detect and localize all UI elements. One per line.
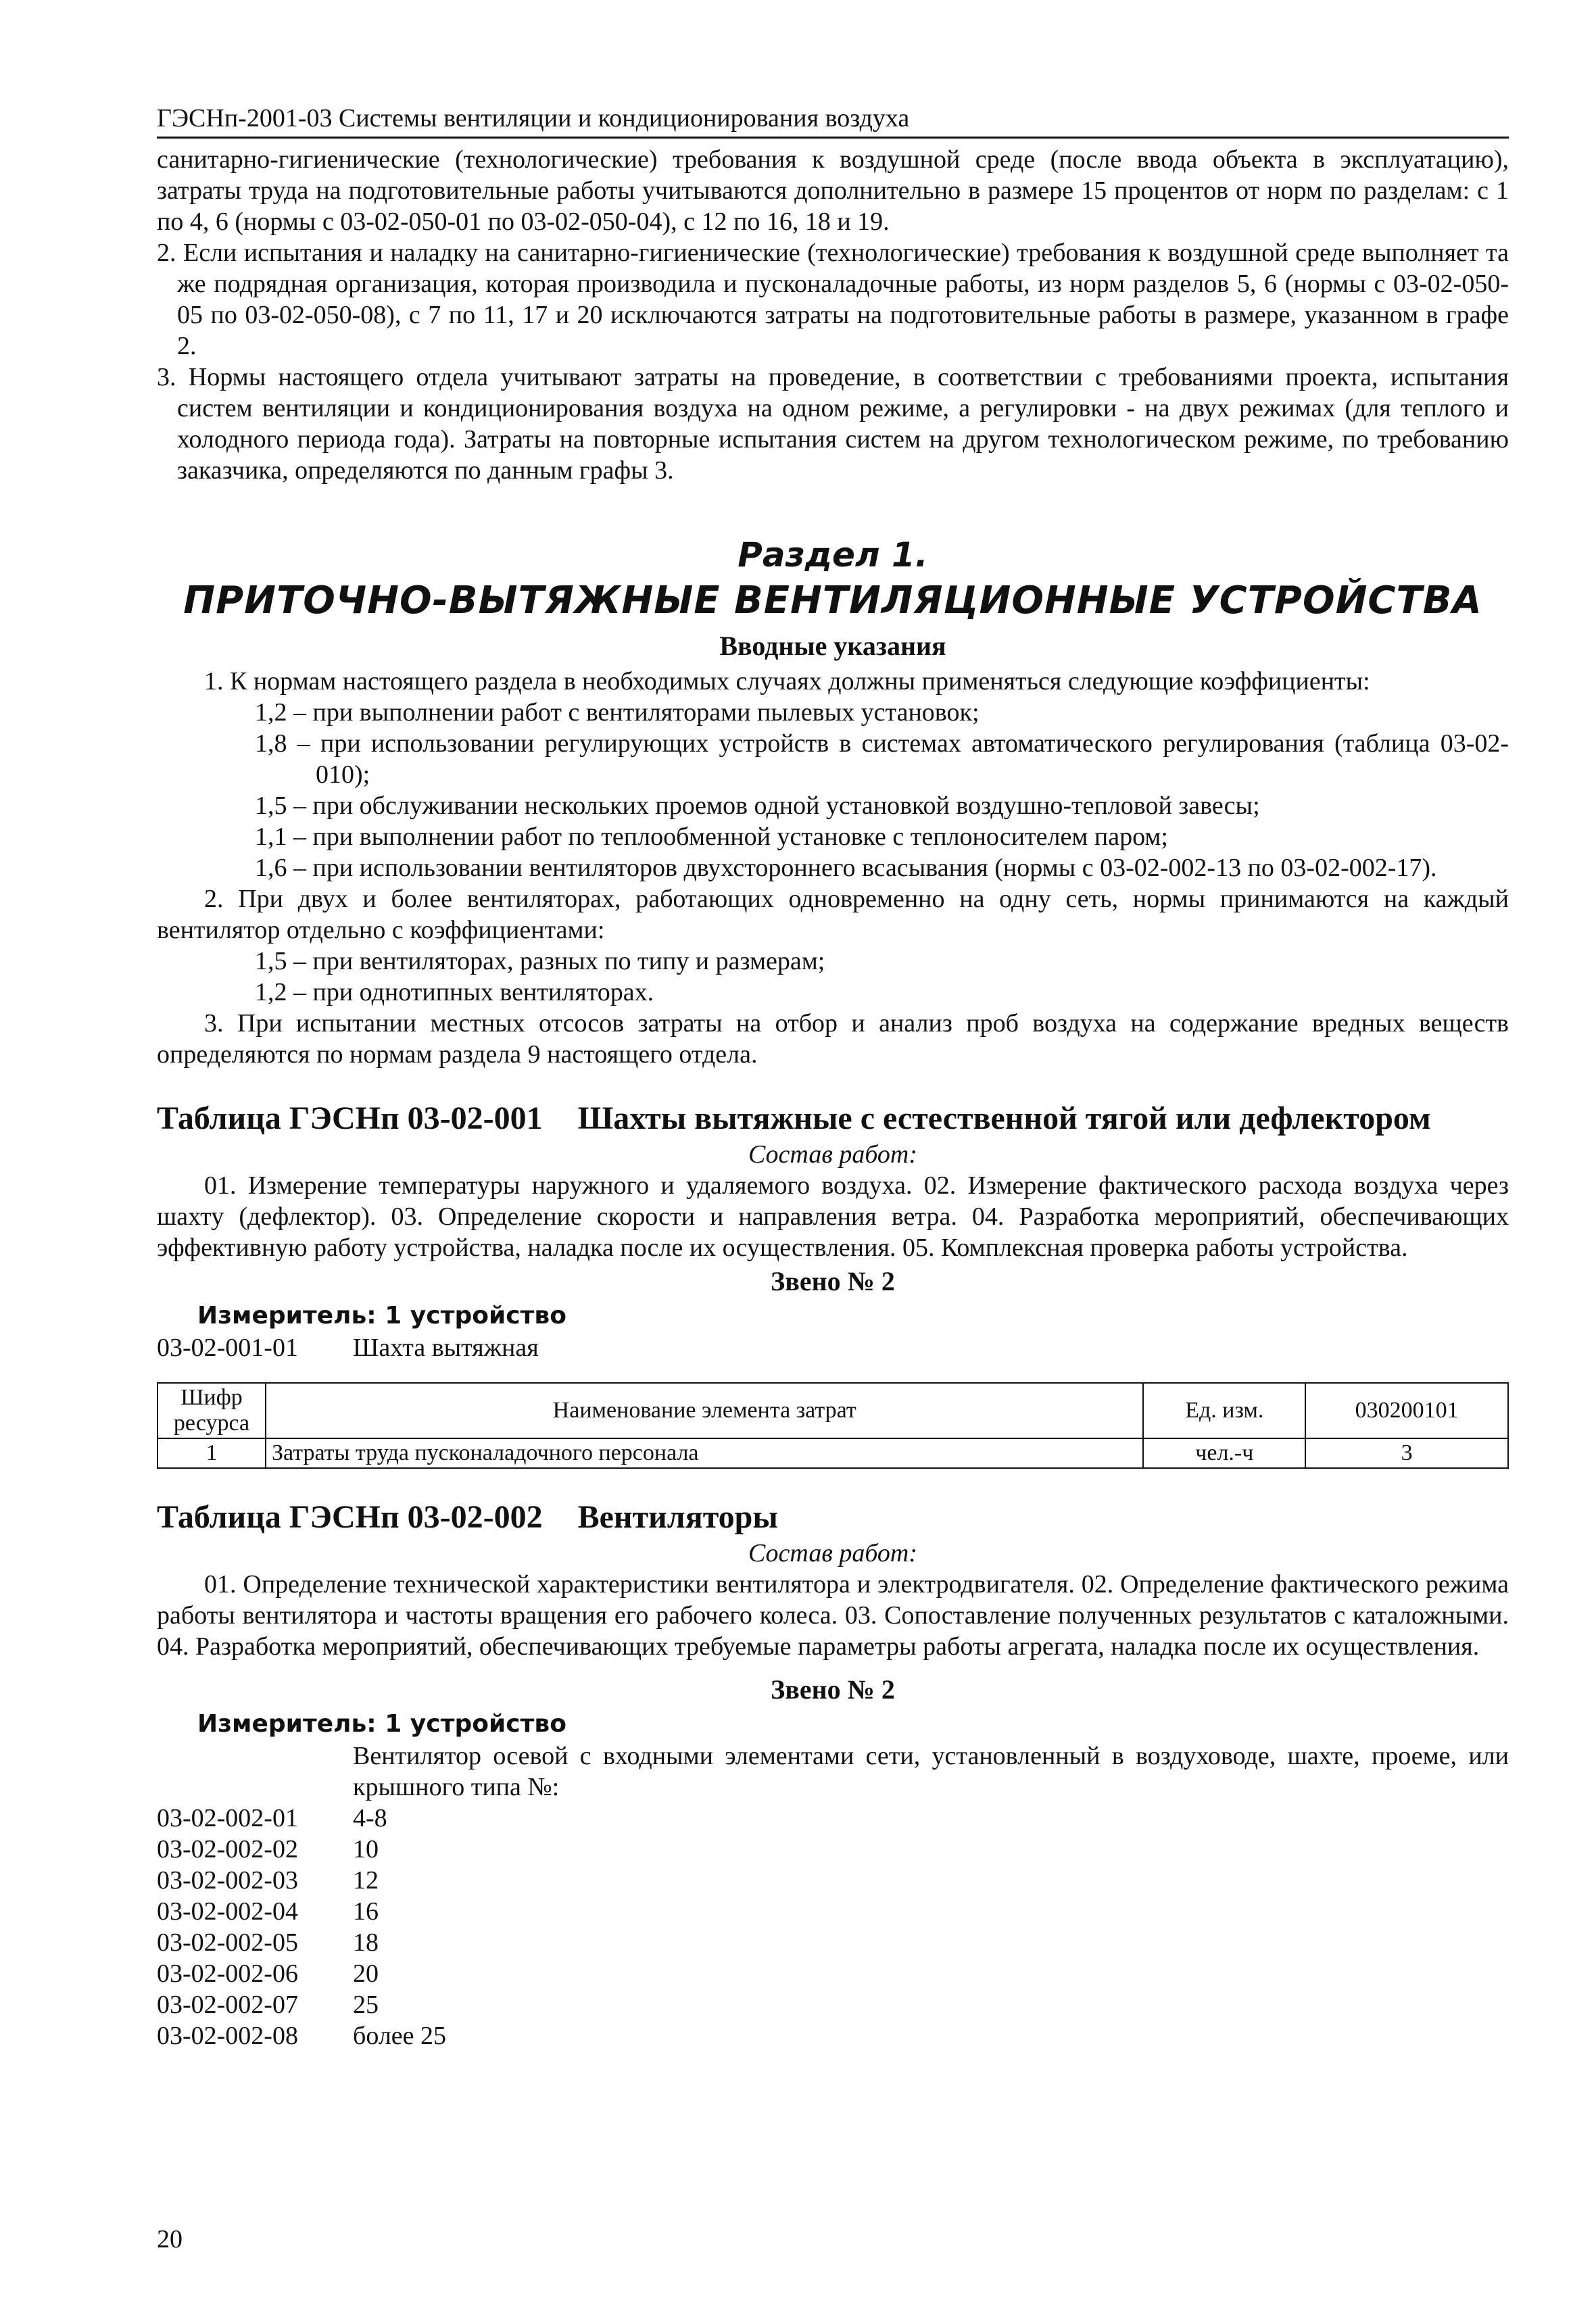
- section-number: Раздел 1.: [737, 535, 928, 575]
- table-row: [158, 1438, 1508, 1468]
- table-1-composition: 01. Измерение температуры наружного и удаляемого воздуха. 02. Измерение фактического расхода воздуха через шахту (дефлектор). 03. Определение скорости и направления ветра. 04. Разработка мероприятий, обеспечивающих эффективную работу устройства, наладка после их осуществления. 05. Комплексная проверка работы устройства.: [157, 1171, 1509, 1262]
- table-1-name: Шахты вытяжные с естественной тягой или дефлектором: [577, 1100, 1431, 1136]
- coefficient-item: 1,5 – при обслуживании нескольких проемов одной установкой воздушно-тепловой завесы;: [255, 791, 1260, 820]
- intro-continuation: санитарно-гигиенические (технологические) требования к воздушной среде (после ввода объекта в эксплуатацию), затраты труда на подготовительные работы учитываются дополнительно в размере 15 процентов от норм по разделам: с 1 по 4, 6 (нормы с 03-02-050-01 по 03-02-050-04), с 12 по 16, 18 и 19.: [157, 145, 1509, 236]
- norm-code: 03-02-001-01: [157, 1334, 298, 1362]
- page-number: 20: [157, 2225, 183, 2253]
- coefficient-item: 1,2 – при однотипных вентиляторах.: [255, 978, 654, 1006]
- norm-value: 16: [353, 1897, 379, 1926]
- table-2-label: Таблица ГЭСНп 03-02-002: [157, 1499, 543, 1535]
- table-cell: 1: [158, 1438, 266, 1468]
- section-note-3: 3. При испытании местных отсосов затраты на отбор и анализ проб воздуха на содержание вредных веществ определяются по нормам раздела 9 настоящего отдела.: [157, 1009, 1509, 1069]
- table-1-crew: Звено № 2: [771, 1266, 895, 1296]
- norm-code: 03-02-002-02: [157, 1835, 298, 1863]
- table-2-crew: Звено № 2: [771, 1674, 895, 1705]
- header-cell: Ед. изм.: [1143, 1383, 1305, 1438]
- header-cell: Наименование элемента затрат: [266, 1383, 1143, 1438]
- norm-value: 12: [353, 1866, 379, 1895]
- fan-list-intro: Вентилятор осевой с входными элементами сети, установленный в воздуховоде, шахте, проеме, или крышного типа №:: [353, 1742, 1509, 1801]
- section-note-2: 2. При двух и более вентиляторах, работающих одновременно на одну сеть, нормы принимаются на каждый вентилятор отдельно с коэффициентами:: [157, 885, 1509, 944]
- resource-table: [157, 1382, 1509, 1469]
- norm-name: Шахта вытяжная: [353, 1334, 539, 1362]
- table-2-measure: Измеритель: 1 устройство: [197, 1710, 566, 1738]
- norm-code-row: [157, 1927, 1509, 1958]
- document-page: [157, 101, 1509, 2051]
- norm-code: 03-02-002-07: [157, 1991, 298, 2019]
- intro-notes-heading: Вводные указания: [719, 631, 946, 661]
- table-header-row: [158, 1383, 1508, 1438]
- table-cell: Затраты труда пусконаладочного персонала: [266, 1438, 1143, 1468]
- intro-item-2: 2. Если испытания и наладку на санитарно-гигиенические (технологические) требования к воздушной среде выполняет та же подрядная организация, которая производила и пусконаладочные работы, из норм разделов 5, 6 (нормы с 03-02-050-05 по 03-02-050-08), с 7 по 11, 17 и 20 исключаются затраты на подготовительные работы в размере, указанном в графе 2.: [157, 239, 1509, 360]
- norm-code-row: [157, 1896, 1509, 1927]
- norm-code: 03-02-002-01: [157, 1804, 298, 1832]
- table-1-composition-caption: Состав работ:: [748, 1140, 918, 1169]
- norm-value: 4-8: [353, 1804, 387, 1832]
- intro-item-3: 3. Нормы настоящего отдела учитывают затраты на проведение, в соответствии с требованиями проекта, испытания систем вентиляции и кондиционирования воздуха на одном режиме, а регулировки - на двух режимах (для теплого и холодного периода года). Затраты на повторные испытания систем на другом технологическом режиме, по требованию заказчика, определяются по данным графы 3.: [157, 363, 1509, 485]
- norm-value: 10: [353, 1835, 379, 1863]
- table-1-label: Таблица ГЭСНп 03-02-001: [157, 1100, 543, 1136]
- table-1-title: [157, 1098, 1509, 1139]
- section-note-1: 1. К нормам настоящего раздела в необходимых случаях должны применяться следующие коэффициенты:: [204, 667, 1370, 696]
- table-1-measure: Измеритель: 1 устройство: [197, 1302, 566, 1330]
- norm-code: 03-02-002-04: [157, 1897, 298, 1926]
- norm-code-row: [157, 1958, 1509, 1989]
- norm-code: 03-02-002-06: [157, 1959, 298, 1988]
- norm-code-row: [157, 1989, 1509, 2020]
- section-name: ПРИТОЧНО-ВЫТЯЖНЫЕ ВЕНТИЛЯЦИОННЫЕ УСТРОЙСТВА: [183, 579, 1482, 623]
- norm-code: 03-02-002-05: [157, 1928, 298, 1957]
- section-heading: [157, 533, 1509, 625]
- header-cell: Шифр ресурса: [158, 1383, 266, 1438]
- coefficient-item: 1,8 – при использовании регулирующих устройств в системах автоматического регулирования (таблица 03-02-010);: [255, 729, 1509, 789]
- norm-code-row: [157, 1865, 1509, 1896]
- coefficient-item: 1,5 – при вентиляторах, разных по типу и размерам;: [255, 947, 825, 975]
- table-2-name: Вентиляторы: [577, 1499, 778, 1535]
- coefficient-item: 1,1 – при выполнении работ по теплообменной установке с теплоносителем паром;: [255, 823, 1168, 851]
- norm-code-row: [157, 2020, 1509, 2051]
- norm-code-row: [157, 1834, 1509, 1865]
- norm-code-row: [157, 1803, 1509, 1834]
- header-cell: 030200101: [1305, 1383, 1508, 1438]
- table-cell: чел.-ч: [1143, 1438, 1305, 1468]
- table-2-title: [157, 1497, 1509, 1538]
- norm-code: 03-02-002-08: [157, 2022, 298, 2050]
- norm-code: 03-02-002-03: [157, 1866, 298, 1895]
- table-cell: 3: [1305, 1438, 1508, 1468]
- norm-value: 25: [353, 1991, 379, 2019]
- coefficient-item: 1,2 – при выполнении работ с вентиляторами пылевых установок;: [255, 698, 980, 727]
- norm-code-row: [157, 1332, 1509, 1363]
- table-2-composition-caption: Состав работ:: [748, 1539, 918, 1567]
- table-2-composition: 01. Определение технической характеристики вентилятора и электродвигателя. 02. Определение фактического режима работы вентилятора и частоты вращения его рабочего колеса. 03. Сопоставление полученных результатов с каталожными. 04. Разработка мероприятий, обеспечивающих требуемые параметры работы агрегата, наладка после их осуществления.: [157, 1570, 1509, 1661]
- norm-value: более 25: [353, 2022, 447, 2050]
- norm-value: 18: [353, 1928, 379, 1957]
- coefficient-item: 1,6 – при использовании вентиляторов двухстороннего всасывания (нормы с 03-02-002-13 по 03-02-002-17).: [255, 854, 1437, 882]
- running-header: ГЭСНп-2001-03 Системы вентиляции и кондиционирования воздуха: [157, 101, 1509, 139]
- norm-value: 20: [353, 1959, 379, 1988]
